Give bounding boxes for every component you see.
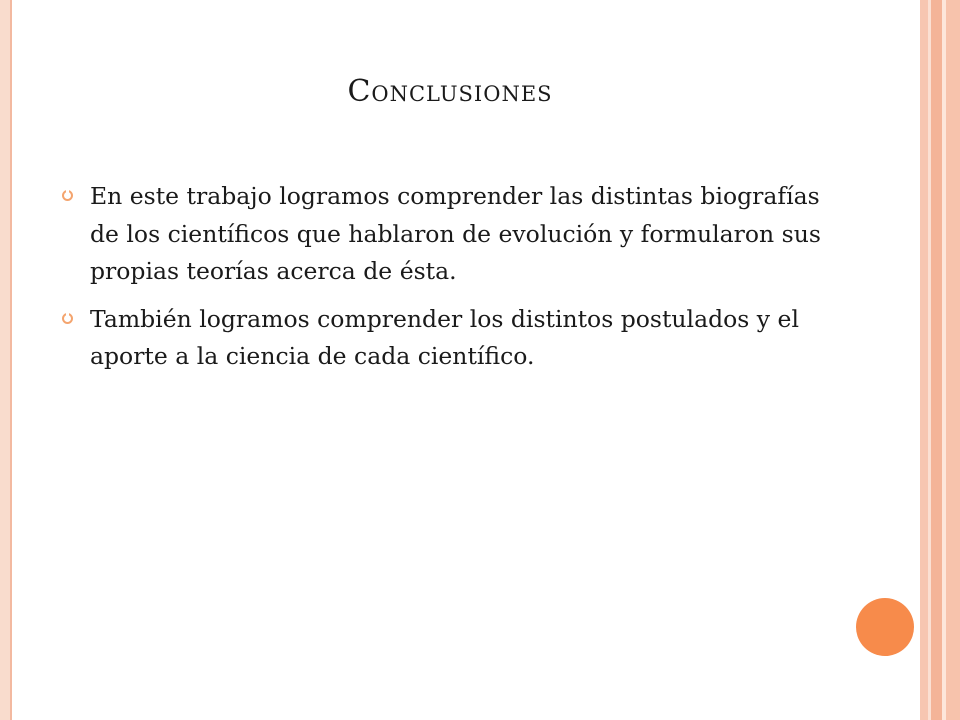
orange-circle-decoration-icon — [856, 598, 914, 656]
slide-title: Conclusiones — [347, 74, 553, 109]
bullet-item — [62, 301, 842, 376]
right-decorative-stripe — [946, 0, 960, 720]
right-decorative-stripe — [920, 0, 928, 720]
bullet-text: También logramos comprender los distintos postulados y el aporte a la ciencia de cada científico. — [90, 304, 799, 370]
open-circle-bullet-icon — [62, 313, 73, 324]
bullet-list — [62, 178, 842, 386]
bullet-text: En este trabajo logramos comprender las distintas biografías de los científicos que hablaron de evolución y formularon sus propias teorías acerca de ésta. — [90, 182, 821, 285]
right-decorative-stripe — [931, 0, 942, 720]
bullet-item — [62, 178, 842, 291]
open-circle-bullet-icon — [62, 190, 73, 201]
